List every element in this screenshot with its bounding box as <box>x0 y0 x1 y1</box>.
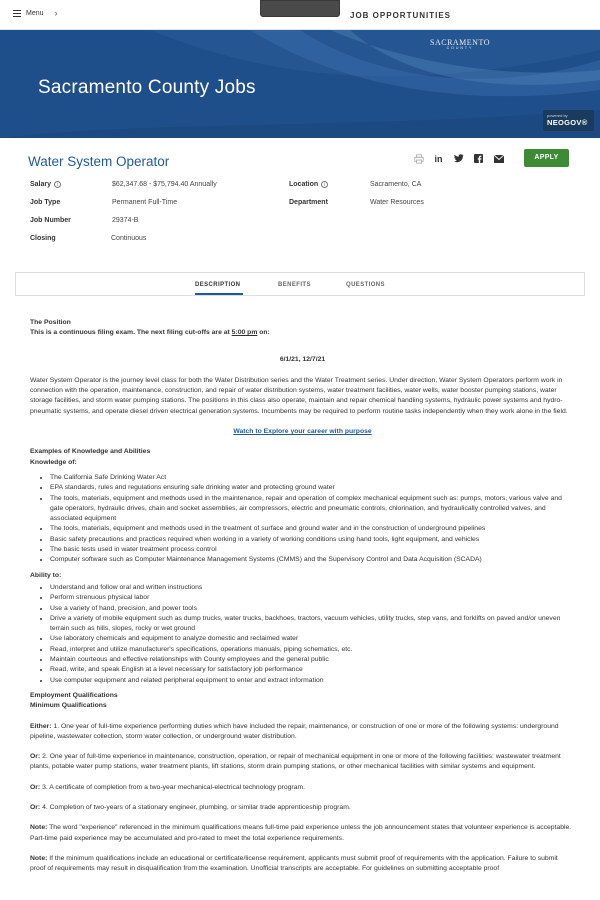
position-heading: The Position <box>30 319 71 326</box>
print-icon[interactable] <box>413 153 424 164</box>
closing-value: Continuous <box>111 235 147 242</box>
hamburger-icon <box>13 10 21 17</box>
facebook-icon[interactable] <box>473 153 484 164</box>
tab-description[interactable]: DESCRIPTION <box>195 282 241 288</box>
twitter-icon[interactable] <box>453 153 464 164</box>
location-label: Location i <box>289 181 328 188</box>
tab-benefits[interactable]: BENEFITS <box>278 282 311 288</box>
chevron-right-icon: › <box>54 8 58 18</box>
qualification-or-2: Or: 2. One year of full-time experience in maintenance, construction, operation, or repair of mechanical equipment in one or more of the following facilities: wastewater treatment plants, potable water pump stations, water treatment plants, lift stations, storm drain pumping stations, or other mechanical facilities with similar systems and equipment. <box>30 753 561 771</box>
active-tab-indicator <box>195 293 243 295</box>
qualification-either: Either: 1. One year of full-time experience performing duties which have included the repair, maintenance, or construction of one or more of the following systems: underground pipeline, wastewater collection, storm water collection, or underground water distribution. <box>30 722 559 740</box>
salary-label: Salary i <box>30 181 61 188</box>
closing-label: Closing <box>30 235 56 242</box>
hero-banner <box>0 30 600 138</box>
employment-heading: Employment Qualifications <box>30 691 118 699</box>
knowledge-list <box>50 473 575 566</box>
top-bar <box>0 0 600 30</box>
list-item: • Perform strenuous physical labor <box>50 593 575 603</box>
list-item: • The California Safe Drinking Water Act <box>50 473 575 483</box>
list-item: • Use laboratory chemicals and equipment to analyze domestic and reclaimed water <box>50 634 575 644</box>
info-icon[interactable]: i <box>54 181 61 188</box>
email-icon[interactable] <box>493 153 504 164</box>
department-label: Department <box>289 199 328 206</box>
jobtype-label: Job Type <box>30 199 61 206</box>
list-item: • Drive a variety of mobile equipment such as dump trucks, water trucks, backhoes, tractors, vacuum vehicles, utility trucks, step vans, and forklifts on paved and/or uneven terrain such as hills, slopes, rocky or wet ground <box>50 614 575 635</box>
job-title: Water System Operator <box>28 154 170 169</box>
filing-dates: 6/1/21, 12/7/21 <box>279 355 326 363</box>
ability-heading: Ability to: <box>30 571 62 579</box>
job-opportunities-heading: JOB OPPORTUNITIES <box>350 11 452 20</box>
list-item: • The tools, materials, equipment and methods used in the treatment of surface and ground water and in the construction of underground pipelines <box>50 524 575 534</box>
salary-value: $62,347.68 - $75,794.40 Annually <box>112 181 217 188</box>
jobnumber-value: 29374-B <box>112 217 139 224</box>
list-item: • Read, write, and speak English at a level necessary for satisfactory job performance <box>50 665 575 675</box>
qualification-or-3: Or: 3. A certificate of completion from a two-year mechanical-electrical technology program. <box>30 783 306 791</box>
minimum-heading: Minimum Qualifications <box>30 702 107 710</box>
ability-list <box>50 583 575 686</box>
note-proof: Note: If the minimum qualifications include an educational or certificate/license requirement, applicants must submit proof of requirements with the application. Failure to submit proof of requirements may result in disqualification from the examination. Unofficial transcripts are acceptable. For guidelines on submitting acceptable proof <box>30 854 558 873</box>
knowledge-heading: Knowledge of: <box>30 458 77 466</box>
explore-career-link[interactable]: Watch to Explore your career with purpose <box>233 428 372 436</box>
note-experience: Note: The word "experience" referenced in the minimum qualifications means full-time paid experience unless the job announcement states that volunteer experience is acceptable. Part-time paid experience may be accumulated and pro-rated to meet the total experience requirements. <box>30 824 572 842</box>
jobnumber-label: Job Number <box>30 217 71 224</box>
menu-label: Menu <box>26 10 44 17</box>
menu-button[interactable] <box>13 10 58 17</box>
list-item: • The basic tests used in water treatment process control <box>50 545 575 555</box>
list-item: • Maintain courteous and effective relationships with County employees and the general public <box>50 655 575 665</box>
location-value: Sacramento, CA <box>370 181 422 188</box>
sacramento-county-logo: SACRAMENTO COUNTY <box>430 38 490 50</box>
info-icon[interactable]: i <box>321 181 328 188</box>
department-value: Water Resources <box>370 199 424 206</box>
job-description <box>30 318 575 874</box>
tab-bar <box>15 272 585 296</box>
filing-notice: This is a continuous filing exam. The next filing cut-offs are at 5:00 pm on: <box>30 329 270 337</box>
linkedin-icon[interactable]: in <box>434 153 443 164</box>
list-item: • Use computer equipment and related peripheral equipment to enter and extract information <box>50 676 575 686</box>
examples-heading: Examples of Knowledge and Abilities <box>30 448 151 456</box>
list-item: • Read, interpret and utilize manufacturer's specifications, operations manuals, piping schematics, etc. <box>50 645 575 655</box>
share-toolbar <box>413 153 504 164</box>
list-item: • The tools, materials, equipment and methods used in the maintenance, repair and operation of complex mechanical equipment such as: pumps, motors, various valve and gate operators, hydraulic drives, chain and socket assemblies, air compressors, electric and pneumatic controls, chlorination, and hydraulically controlled valves, and associated equipment <box>50 494 575 525</box>
banner-title: Sacramento County Jobs <box>38 77 256 98</box>
agency-logo[interactable] <box>260 0 340 17</box>
list-item: • Use a variety of hand, precision, and power tools <box>50 604 575 614</box>
video-link-row <box>30 427 575 437</box>
jobtype-value: Permanent Full-Time <box>112 199 178 206</box>
qualification-or-4: Or: 4. Completion of two-years of a stationary engineer, plumbing, or similar trade apprenticeship program. <box>30 803 351 811</box>
list-item: • EPA standards, rules and regulations ensuring safe drinking water and protecting ground water <box>50 483 575 493</box>
intro-paragraph: Water System Operator is the journey level class for both the Water Distribution series and the Water Treatment series. Under direction, Water System Operators perform work in connection with the operation, maintenance, construction, and repair of water distribution systems, water treatment facilities, water wells, water booster pumping stations, water storage facilities, and storm water pumping stations. The positions in this class also operate, maintain and repair chemical handling systems, hydraulic power systems and hydro-pneumatic systems, and operate diesel driven electrical generation systems. Incumbents may be required to perform routine tasks independently when they work alone in the field. <box>30 376 568 415</box>
neogov-badge[interactable]: powered by NEOGOV® <box>543 110 594 131</box>
list-item: • Computer software such as Computer Maintenance Management Systems (CMMS) and the Supervisory Control and Data Acquisition (SCADA) <box>50 555 575 565</box>
apply-button[interactable]: APPLY <box>524 149 569 167</box>
list-item: • Basic safety precautions and practices required when working in a variety of working conditions using hand tools, light equipment, and vehicles <box>50 535 575 545</box>
list-item: • Understand and follow oral and written instructions <box>50 583 575 593</box>
tab-questions[interactable]: QUESTIONS <box>346 282 385 288</box>
